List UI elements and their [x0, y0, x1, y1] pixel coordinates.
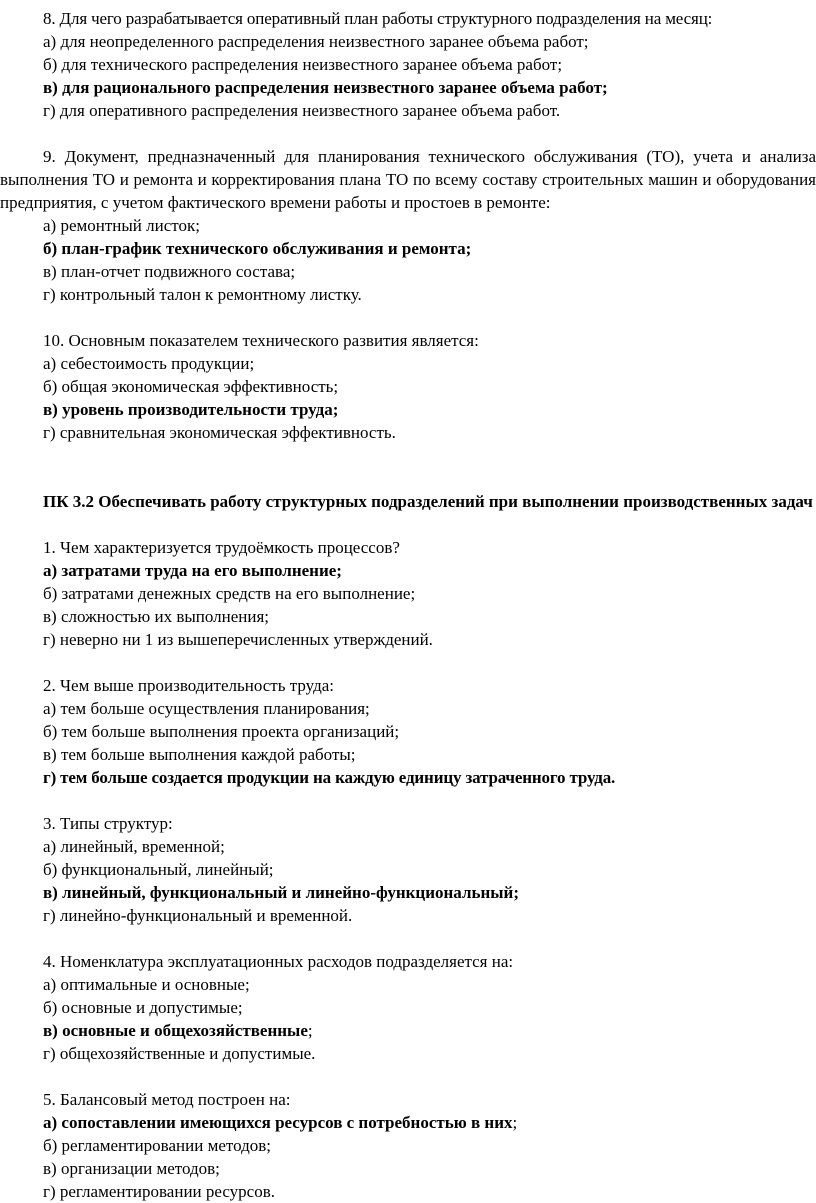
question-4-option-a: а) оптимальные и основные;	[43, 975, 250, 994]
question-5-text: 5. Балансовый метод построен на:	[43, 1090, 291, 1109]
question-5-option-a-tail: ;	[512, 1113, 518, 1132]
question-5	[0, 1088, 816, 1203]
question-8-text: 8. Для чего разрабатывается оперативный план работы структурного подразделения на месяц:	[43, 9, 713, 28]
question-9	[0, 145, 816, 306]
question-3-option-d: г) линейно-функциональный и временной.	[43, 906, 353, 925]
question-10-option-d: г) сравнительная экономическая эффективность.	[43, 423, 396, 442]
question-5-option-a-correct	[0, 1111, 816, 1134]
question-2	[0, 674, 816, 789]
question-5-option-c: в) организации методов;	[43, 1159, 220, 1178]
question-3-text: 3. Типы структур:	[43, 814, 173, 833]
question-10-text: 10. Основным показателем технического развития является:	[43, 331, 479, 350]
question-2-option-b: б) тем больше выполнения проекта организаций;	[43, 722, 400, 741]
question-10	[0, 329, 816, 444]
section-heading: ПК 3.2 Обеспечивать работу структурных подразделений при выполнении производственных задач	[43, 492, 813, 511]
question-3-option-b: б) функциональный, линейный;	[43, 860, 274, 879]
question-9-option-c: в) план-отчет подвижного состава;	[43, 262, 296, 281]
question-10-option-b: б) общая экономическая эффективность;	[43, 377, 339, 396]
question-3-option-c-correct: в) линейный, функциональный и линейно-функциональный;	[43, 883, 520, 902]
question-2-option-a: а) тем больше осуществления планирования;	[43, 699, 370, 718]
question-8-option-c-correct: в) для рационального распределения неизвестного заранее объема работ;	[43, 78, 608, 97]
question-3	[0, 812, 816, 927]
question-1-option-c: в) сложностью их выполнения;	[43, 607, 270, 626]
question-9-option-a: а) ремонтный листок;	[43, 216, 200, 235]
question-1-text: 1. Чем характеризуется трудоёмкость процессов?	[43, 538, 400, 557]
question-5-option-d: г) регламентировании ресурсов.	[43, 1182, 275, 1201]
question-2-option-c: в) тем больше выполнения каждой работы;	[43, 745, 356, 764]
question-1-option-b: б) затратами денежных средств на его выполнение;	[43, 584, 416, 603]
question-4-option-c-tail: ;	[307, 1021, 313, 1040]
question-9-text: 9. Документ, предназначенный для планирования технического обслуживания (ТО), учета и анализа выполнения ТО и ремонта и корректирования плана ТО по всему составу строительных машин и оборудования предприятия, с учетом фактического времени работы и простоев в ремонте:	[0, 147, 816, 212]
question-4-option-d: г) общехозяйственные и допустимые.	[43, 1044, 316, 1063]
question-4	[0, 950, 816, 1065]
question-3-option-a: а) линейный, временной;	[43, 837, 225, 856]
question-10-option-c-correct: в) уровень производительности труда;	[43, 400, 339, 419]
question-4-text: 4. Номенклатура эксплуатационных расходов подразделяется на:	[43, 952, 514, 971]
question-5-option-a-text: а) сопоставлении имеющихся ресурсов с потребностью в них	[43, 1113, 513, 1132]
question-8-option-a: а) для неопределенного распределения неизвестного заранее объема работ;	[43, 32, 589, 51]
question-2-text: 2. Чем выше производительность труда:	[43, 676, 334, 695]
question-1	[0, 536, 816, 651]
question-4-option-c-correct	[0, 1019, 816, 1042]
question-5-option-b: б) регламентировании методов;	[43, 1136, 271, 1155]
question-9-option-d: г) контрольный талон к ремонтному листку.	[43, 285, 362, 304]
question-4-option-b: б) основные и допустимые;	[43, 998, 243, 1017]
question-8-option-b: б) для технического распределения неизвестного заранее объема работ;	[43, 55, 563, 74]
document-page	[0, 7, 816, 1203]
question-2-option-d-correct: г) тем больше создается продукции на каждую единицу затраченного труда.	[43, 768, 616, 787]
question-8	[0, 7, 816, 122]
question-8-option-d: г) для оперативного распределения неизвестного заранее объема работ.	[43, 101, 561, 120]
question-1-option-d: г) неверно ни 1 из вышеперечисленных утверждений.	[43, 630, 433, 649]
question-1-option-a-correct: а) затратами труда на его выполнение;	[43, 561, 342, 580]
question-10-option-a: а) себестоимость продукции;	[43, 354, 255, 373]
question-9-option-b-correct: б) план-график технического обслуживания и ремонта;	[43, 239, 472, 258]
question-4-option-c-text: в) основные и общехозяйственные	[43, 1021, 308, 1040]
